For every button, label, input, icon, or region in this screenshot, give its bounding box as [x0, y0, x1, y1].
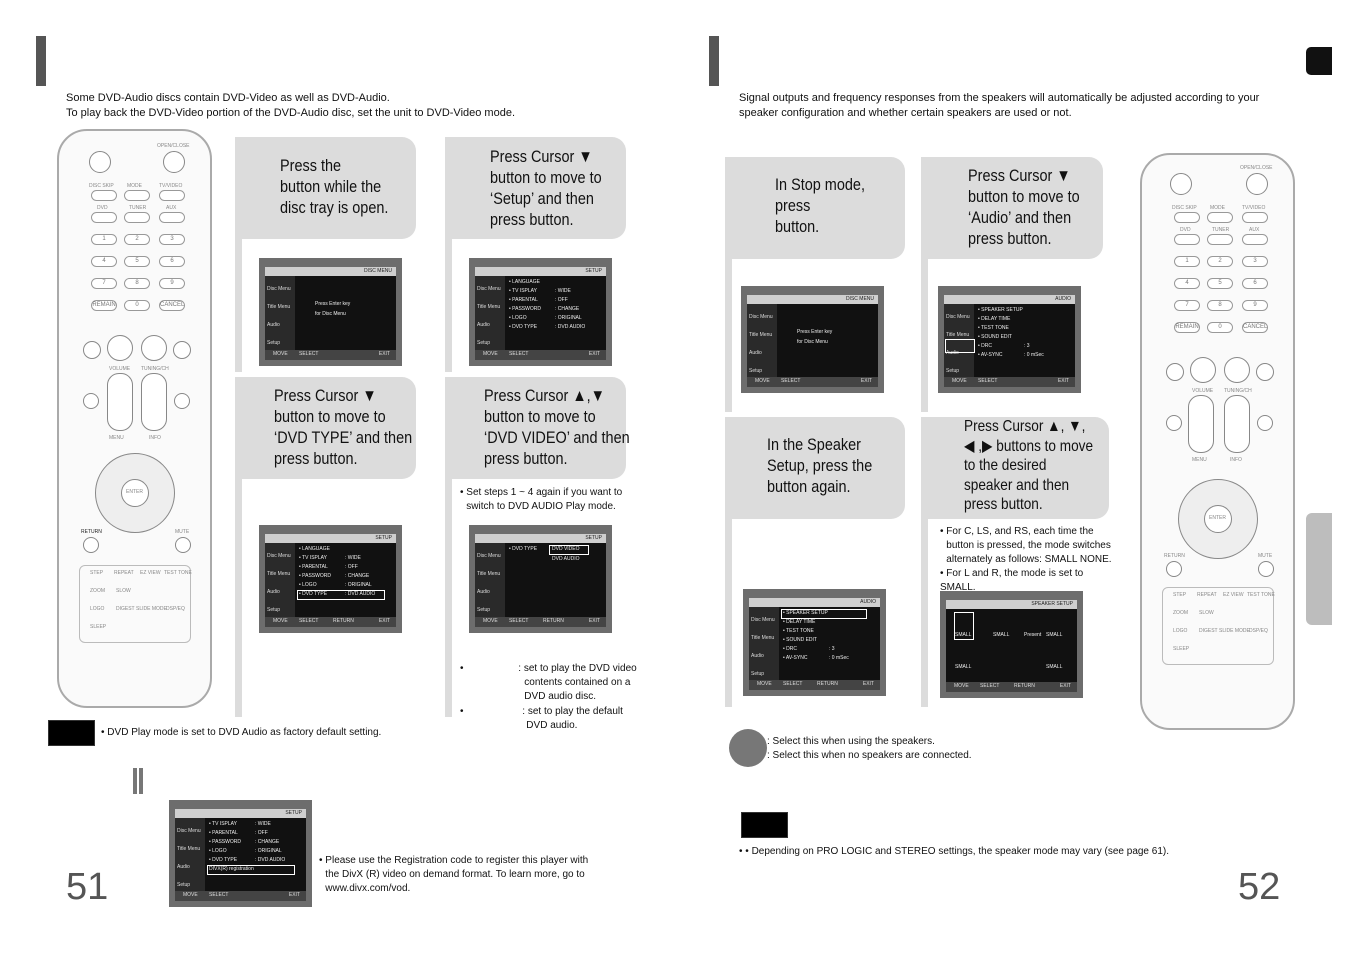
tuner-label: TUNER [1212, 227, 1230, 233]
menu-label: MENU [109, 435, 124, 441]
tuner-label: TUNER [129, 205, 147, 211]
effect-small-button [174, 393, 190, 409]
mode-small-button [83, 393, 99, 409]
info-label: INFO [1230, 457, 1242, 463]
step-1-rail [235, 239, 242, 372]
remote-button [1174, 234, 1200, 245]
tuning-rocker [1224, 395, 1250, 453]
cancel-button: CANCEL [159, 300, 185, 311]
step-1-rail [725, 259, 732, 412]
mute-button [1258, 561, 1274, 577]
test-tone-label: TEST TONE [164, 570, 192, 576]
section-marker [36, 36, 46, 86]
remote-button [91, 212, 117, 223]
osd-dvd-type-popup: SETUP Disc Menu Title Menu Audio Setup • DVD TYPE DVD VIDEO DVD AUDIO MOVE SELECT RETURN EXIT [469, 525, 612, 633]
side-tab [1306, 513, 1332, 625]
osd-header: SETUP [285, 810, 302, 816]
page-number-right: 52 [1238, 866, 1281, 908]
speaker-label-sub: Present [1024, 632, 1042, 638]
menu-label: MENU [1192, 457, 1207, 463]
remain-button: REMAIN [91, 300, 117, 311]
digit-button: 2 [124, 234, 150, 245]
osd-footer: MOVE SELECT EXIT [175, 891, 306, 901]
osd-text: Press Enter key [315, 301, 351, 307]
cancel-button: CANCEL [1242, 322, 1268, 333]
aux-label: AUX [1249, 227, 1260, 233]
osd-text: Press Enter key [797, 329, 833, 335]
logo-label: LOGO [90, 606, 105, 612]
osd-side-menu: Disc Menu Title Menu Audio Setup [747, 304, 777, 377]
next-button [1256, 363, 1274, 381]
volume-label: VOLUME [109, 366, 131, 372]
osd-text: for Disc Menu [797, 339, 828, 345]
ez-view-label: EZ VIEW [140, 570, 161, 576]
osd-disc-menu [259, 258, 402, 366]
osd-side-menu: Disc Menu Title Menu Audio Setup [475, 276, 505, 350]
sleep-label: SLEEP [1173, 646, 1190, 652]
speaker-mode-notes: • For C, LS, and RS, each time the button is pressed, the mode switches alternately as follows: SMALL NONE. • For L and R, the mode is set to SMALL. [940, 526, 1112, 593]
effect-small-button [1257, 415, 1273, 431]
mute-button [175, 537, 191, 553]
remote-button [124, 212, 150, 223]
open-close-label: OPEN/CLOSE [157, 143, 190, 149]
mute-label: MUTE [1258, 553, 1273, 559]
slow-label: SLOW [1199, 610, 1214, 616]
play-pause-button [141, 335, 167, 361]
tuning-label: TUNING/CH [1224, 388, 1252, 394]
osd-disc-menu [741, 286, 884, 393]
open-close-button [1246, 173, 1268, 195]
step-1-text: In Stop mode, press button. [775, 175, 865, 236]
aux-label: AUX [166, 205, 177, 211]
volume-rocker [1188, 395, 1214, 453]
osd-footer: MOVE SELECT RETURN EXIT [946, 682, 1077, 692]
digit-button: 9 [159, 278, 185, 289]
osd-header: DISC MENU [845, 296, 874, 302]
speaker-label-c: SMALL [993, 632, 1010, 638]
next-button [173, 341, 191, 359]
step-label: STEP [1173, 592, 1187, 598]
chapter-tab [1306, 47, 1332, 75]
osd-side-menu: Disc Menu Title Menu Audio Setup [475, 543, 505, 617]
zoom-label: ZOOM [1173, 610, 1188, 616]
osd-header: SPEAKER SETUP [1031, 601, 1073, 607]
section-marker [709, 36, 719, 86]
digit-button: 7 [91, 278, 117, 289]
osd-side-menu: Disc Menu Title Menu Audio Setup [265, 276, 295, 350]
return-label: RETURN [81, 529, 102, 535]
osd-text: for Disc Menu [315, 311, 346, 317]
note-label-box [741, 812, 788, 838]
speaker-label-l: SMALL [955, 632, 972, 638]
digit-button: 1 [91, 234, 117, 245]
digit-button: 1 [1174, 256, 1200, 267]
dvd-video-note: • : set to play the DVD video contents contained on a DVD audio disc. [460, 663, 637, 702]
disc-skip-label: DISC SKIP [1172, 205, 1197, 211]
step-4-rail [445, 479, 452, 717]
osd-side-menu: Disc Menu Title Menu Audio Setup [944, 304, 974, 377]
remote-button [1207, 234, 1233, 245]
step-2-rail [921, 259, 928, 412]
page-number-left: 51 [66, 866, 109, 908]
play-pause-button [1224, 357, 1250, 383]
slide-mode-label: SLIDE MODE [136, 606, 167, 612]
note-label-box [48, 720, 95, 746]
digit-button: 7 [1174, 300, 1200, 311]
digit-button: 0 [1207, 322, 1233, 333]
step-4-text: Press Cursor ▲, ▼, ◀ ,▶ buttons to move to the desired speaker and then press button. [964, 418, 1094, 513]
osd-speaker-setup [940, 591, 1083, 698]
divx-marker [133, 768, 143, 794]
test-tone-label: TEST TONE [1247, 592, 1275, 598]
speaker-option-notes: : Select this when using the speakers. : Select this when no speakers are connected. [767, 736, 972, 761]
stop-button [107, 335, 133, 361]
disc-skip-label: DISC SKIP [89, 183, 114, 189]
digit-button: 6 [1242, 278, 1268, 289]
step-2-text: Press Cursor ▼ button to move to ‘Setup’ and then press button. [490, 147, 602, 229]
dvd-label: DVD [97, 205, 108, 211]
volume-rocker [107, 373, 133, 431]
step-4-rail [921, 519, 928, 707]
osd-highlight [945, 339, 975, 353]
remote-control-left [57, 129, 212, 708]
divx-note: • Please use the Registration code to register this player with the DivX (R) video on demand format. To learn more, go to www.divx.com/vod. [319, 855, 589, 894]
osd-footer: MOVE SELECT EXIT [265, 350, 396, 360]
remain-button: REMAIN [1174, 322, 1200, 333]
open-close-button [163, 151, 185, 173]
digit-button: 5 [1207, 278, 1233, 289]
step-3-text: In the Speaker Setup, press the button again. [767, 435, 873, 496]
digit-button: 6 [159, 256, 185, 267]
osd-footer: MOVE SELECT EXIT [475, 350, 606, 360]
step-2-rail [445, 239, 452, 372]
speaker-label-rs: SMALL [1046, 664, 1063, 670]
mode-small-button [1166, 415, 1182, 431]
digit-button: 4 [1174, 278, 1200, 289]
power-button [1170, 173, 1192, 195]
lower-button-panel [1162, 587, 1274, 665]
osd-footer: MOVE SELECT RETURN EXIT [265, 617, 396, 627]
repeat-label: REPEAT [114, 570, 134, 576]
note-circle [729, 729, 767, 767]
prev-button [83, 341, 101, 359]
remote-control-right [1140, 153, 1295, 730]
stop-button [1190, 357, 1216, 383]
tuning-rocker [141, 373, 167, 431]
step-1-text: Press the button while the disc tray is open. [280, 156, 389, 217]
dvd-audio-note: • : set to play the default DVD audio. [460, 706, 623, 731]
mute-label: MUTE [175, 529, 190, 535]
digit-button: 8 [124, 278, 150, 289]
osd-footer: MOVE SELECT RETURN EXIT [749, 680, 880, 690]
osd-header: AUDIO [1055, 296, 1071, 302]
digit-button: 8 [1207, 300, 1233, 311]
sleep-label: SLEEP [90, 624, 107, 630]
open-close-label: OPEN/CLOSE [1240, 165, 1273, 171]
step-3-text: Press Cursor ▼ button to move to ‘DVD TYPE’ and then press button. [274, 386, 413, 468]
osd-setup: SETUP Disc Menu Title Menu Audio Setup • LANGUAGE • TV ISPLAY : WIDE • PARENTAL : OFF • PASSWORD : CHANGE • LOGO : ORIGINAL • DVD TYPE : DVD AUDIO MOVE SELECT EXIT [469, 258, 612, 366]
mode-label: MODE [1210, 205, 1225, 211]
osd-header: SETUP [585, 535, 602, 541]
speaker-label-r: SMALL [1046, 632, 1063, 638]
speaker-mode-bottom-note: • • Depending on PRO LOGIC and STEREO settings, the speaker mode may vary (see page 61). [739, 846, 1170, 857]
ez-view-label: EZ VIEW [1223, 592, 1244, 598]
step-2-text: Press Cursor ▼ button to move to ‘Audio’ and then press button. [968, 166, 1080, 248]
info-label: INFO [149, 435, 161, 441]
factory-default-note: • DVD Play mode is set to DVD Audio as factory default setting. [101, 727, 382, 738]
osd-header: SETUP [585, 268, 602, 274]
step-3-rail [235, 479, 242, 717]
osd-setup-dvd-type: SETUP Disc Menu Title Menu Audio Setup • LANGUAGE • TV ISPLAY : WIDE • PARENTAL : OFF • PASSWORD : CHANGE • LOGO : ORIGINAL • DVD TYPE : DVD AUDIO MOVE SELECT RETURN EXIT [259, 525, 402, 633]
remote-button [159, 190, 185, 201]
zoom-label: ZOOM [90, 588, 105, 594]
digest-label: DIGEST [1199, 628, 1218, 634]
osd-header: SETUP [375, 535, 392, 541]
digit-button: 0 [124, 300, 150, 311]
remote-button [159, 212, 185, 223]
prev-button [1166, 363, 1184, 381]
osd-footer: MOVE SELECT RETURN EXIT [475, 617, 606, 627]
dsp-eq-label: DSP/EQ [166, 606, 185, 612]
digit-button: 5 [124, 256, 150, 267]
tv-video-label: TV/VIDEO [1242, 205, 1266, 211]
return-button [1166, 561, 1182, 577]
osd-side-menu: Disc Menu Title Menu Audio Setup [265, 543, 295, 617]
remote-button [1174, 212, 1200, 223]
slide-mode-label: SLIDE MODE [1219, 628, 1250, 634]
digit-button: 4 [91, 256, 117, 267]
remote-button [1242, 212, 1268, 223]
osd-footer: MOVE SELECT EXIT [944, 377, 1075, 387]
dsp-eq-label: DSP/EQ [1249, 628, 1268, 634]
logo-label: LOGO [1173, 628, 1188, 634]
return-button [83, 537, 99, 553]
return-label: RETURN [1164, 553, 1185, 559]
step-label: STEP [90, 570, 104, 576]
power-button [89, 151, 111, 173]
dvd-label: DVD [1180, 227, 1191, 233]
digest-label: DIGEST [116, 606, 135, 612]
intro-text: Some DVD-Audio discs contain DVD-Video as well as DVD-Audio. To play back the DVD-Video portion of the DVD-Audio disc, set the unit to DVD-Video mode. [66, 92, 515, 119]
osd-audio-speaker-setup: AUDIO Disc Menu Title Menu Audio Setup • SPEAKER SETUP • DELAY TIME • TEST TONE • SOUND EDIT • DRC : 3 • AV-SYNC : 0 mSec MOVE SELECT RETURN EXIT [743, 589, 886, 696]
remote-button [1242, 234, 1268, 245]
osd-side-menu: Disc Menu Title Menu Audio Setup [175, 818, 205, 891]
step-3-rail [725, 519, 732, 707]
digit-button: 3 [159, 234, 185, 245]
intro-text: Signal outputs and frequency responses from the speakers will automatically be adjusted according to your speaker configuration and whether certain speakers are used or not. [739, 92, 1260, 119]
osd-header: AUDIO [860, 599, 876, 605]
digit-button: 2 [1207, 256, 1233, 267]
mode-label: MODE [127, 183, 142, 189]
osd-side-menu: Disc Menu Title Menu Audio Setup [749, 607, 779, 680]
enter-label: ENTER [126, 489, 143, 495]
remote-button [1207, 212, 1233, 223]
tv-video-label: TV/VIDEO [159, 183, 183, 189]
remote-button [124, 190, 150, 201]
osd-audio: AUDIO Disc Menu Title Menu Audio Setup • SPEAKER SETUP • DELAY TIME • TEST TONE • SOUND EDIT • DRC : 3 • AV-SYNC : 0 mSec MOVE SELECT EXIT [938, 286, 1081, 393]
tuning-label: TUNING/CH [141, 366, 169, 372]
lower-button-panel [79, 565, 191, 643]
enter-label: ENTER [1209, 515, 1226, 521]
speaker-label-ls: SMALL [955, 664, 972, 670]
osd-header: DISC MENU [363, 268, 392, 274]
slow-label: SLOW [116, 588, 131, 594]
volume-label: VOLUME [1192, 388, 1214, 394]
note-repeat-steps: • Set steps 1 ~ 4 again if you want to switch to DVD AUDIO Play mode. [460, 487, 623, 512]
digit-button: 9 [1242, 300, 1268, 311]
remote-button [91, 190, 117, 201]
digit-button: 3 [1242, 256, 1268, 267]
osd-footer: MOVE SELECT EXIT [747, 377, 878, 387]
osd-divx-registration: SETUP Disc Menu Title Menu Audio Setup • TV ISPLAY : WIDE • PARENTAL : OFF • PASSWORD : CHANGE • LOGO : ORIGINAL • DVD TYPE : DVD AUDIO DIVX(R) registration MOVE SELECT EXIT [169, 800, 312, 907]
step-4-text: Press Cursor ▲,▼ button to move to ‘DVD VIDEO’ and then press button. [484, 386, 630, 468]
repeat-label: REPEAT [1197, 592, 1217, 598]
